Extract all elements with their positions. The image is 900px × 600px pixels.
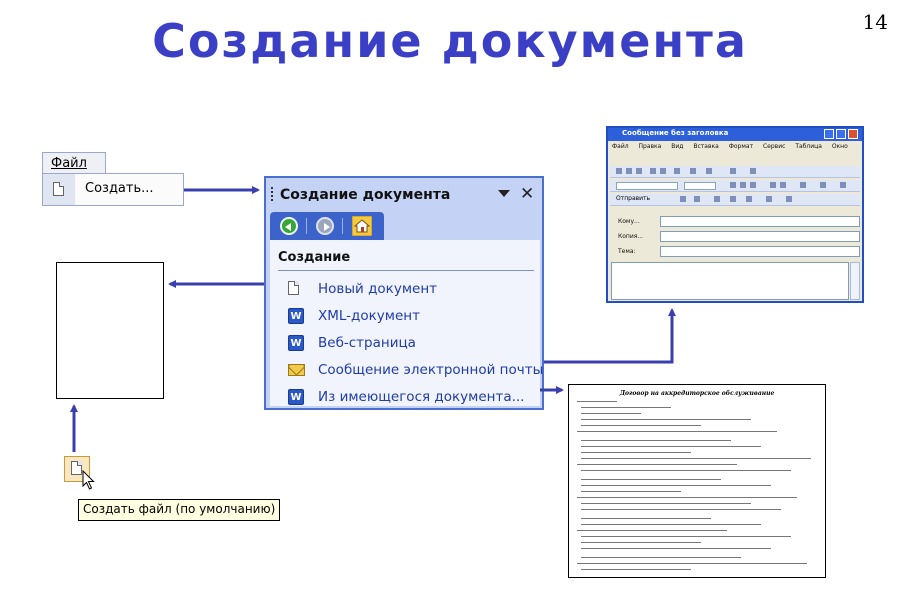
text-line [581, 503, 751, 504]
back-arrow-icon[interactable] [280, 217, 298, 235]
blank-document-page [56, 262, 164, 399]
text-line [577, 464, 737, 465]
new-document-icon [53, 182, 64, 196]
document-title: Договор на аккредиторское обслуживание [619, 390, 775, 397]
window-title: Сообщение без заголовка [622, 129, 729, 137]
cc-label[interactable]: Копия... [618, 233, 644, 240]
send-toolbar [610, 194, 860, 206]
pane-nav-toolbar [270, 212, 384, 240]
to-label[interactable]: Кому... [618, 218, 640, 225]
home-icon[interactable] [352, 216, 372, 236]
text-line [581, 509, 781, 510]
text-line [581, 548, 771, 549]
existing-document-icon: W [288, 389, 304, 405]
pane-header [266, 178, 542, 210]
menu-edit[interactable]: Правка [638, 143, 662, 150]
cc-input[interactable] [660, 231, 860, 242]
menu-file[interactable]: Файл [612, 143, 629, 150]
to-field [612, 216, 860, 228]
subject-field [612, 246, 860, 258]
to-input[interactable] [660, 216, 860, 227]
close-icon[interactable]: ✕ [520, 184, 535, 204]
text-line [581, 542, 701, 543]
text-line [581, 407, 671, 408]
file-menu-title[interactable] [42, 152, 106, 174]
slide-number: 14 [862, 10, 888, 34]
close-icon[interactable] [848, 129, 858, 139]
text-line [577, 497, 797, 498]
subject-label: Тема: [618, 248, 636, 255]
file-menu [42, 152, 184, 206]
slide-title: Создание документа [152, 14, 748, 68]
menu-insert[interactable]: Вставка [693, 143, 719, 150]
text-line [581, 458, 811, 459]
menu-format[interactable]: Формат [728, 143, 754, 150]
window-titlebar [608, 128, 862, 141]
email-envelope-icon [288, 364, 305, 376]
word-xml-icon: W [288, 308, 304, 324]
minimize-icon[interactable] [824, 129, 834, 139]
chevron-down-icon[interactable] [498, 190, 510, 197]
maximize-icon[interactable] [836, 129, 846, 139]
text-line [577, 431, 777, 432]
text-line [581, 440, 731, 441]
text-line [581, 569, 691, 570]
pane-item-label: Сообщение электронной почты [318, 362, 544, 378]
text-line [581, 419, 751, 420]
toolbar-separator [306, 218, 307, 234]
email-body[interactable] [611, 262, 849, 300]
text-line [581, 518, 711, 519]
text-line [581, 557, 741, 558]
menu-view[interactable]: Вид [671, 143, 684, 150]
existing-document-preview [568, 384, 826, 578]
text-line [581, 446, 761, 447]
cc-field [612, 231, 860, 243]
arrow-pane-to-email [544, 310, 672, 362]
section-heading: Создание [278, 250, 351, 265]
mouse-cursor-icon [82, 470, 96, 490]
new-document-icon [71, 461, 82, 475]
send-button[interactable]: Отправить [616, 195, 651, 202]
pane-content [270, 240, 544, 406]
email-menubar [612, 143, 856, 150]
email-window [606, 126, 864, 303]
text-line [581, 536, 791, 537]
standard-toolbar [610, 166, 860, 178]
file-menu-dropdown [42, 173, 184, 206]
text-line [581, 524, 761, 525]
tooltip: Создать файл (по умолчанию) [78, 499, 280, 521]
section-divider [278, 270, 534, 271]
text-line [577, 530, 727, 531]
forward-arrow-icon[interactable] [316, 217, 334, 235]
menu-tools[interactable]: Сервис [762, 143, 786, 150]
pane-item-label: Новый документ [318, 281, 438, 297]
text-line [581, 425, 701, 426]
text-line [581, 491, 681, 492]
scrollbar[interactable] [850, 262, 860, 300]
toolbar-separator [342, 218, 343, 234]
blank-document-icon [288, 281, 299, 295]
subject-input[interactable] [660, 246, 860, 257]
text-line [577, 563, 807, 564]
menu-item-create[interactable]: Создать... [85, 181, 154, 196]
web-page-icon: W [288, 335, 304, 351]
menu-window[interactable]: Окно [831, 143, 848, 150]
text-line [581, 470, 791, 471]
task-pane [264, 176, 544, 410]
text-line [581, 479, 721, 480]
pane-item-label: XML-документ [318, 308, 420, 324]
pane-title: Создание документа [280, 187, 451, 203]
text-line [581, 485, 771, 486]
pane-item-label: Веб-страница [318, 335, 416, 351]
text-line [577, 401, 617, 402]
text-line [581, 452, 691, 453]
file-menu-title-label: Файл [51, 156, 87, 171]
pane-item-label: Из имеющегося документа... [318, 389, 525, 405]
text-line [581, 413, 641, 414]
formatting-toolbar [610, 180, 860, 192]
grip-handle[interactable] [271, 187, 275, 201]
menu-table[interactable]: Таблица [795, 143, 822, 150]
